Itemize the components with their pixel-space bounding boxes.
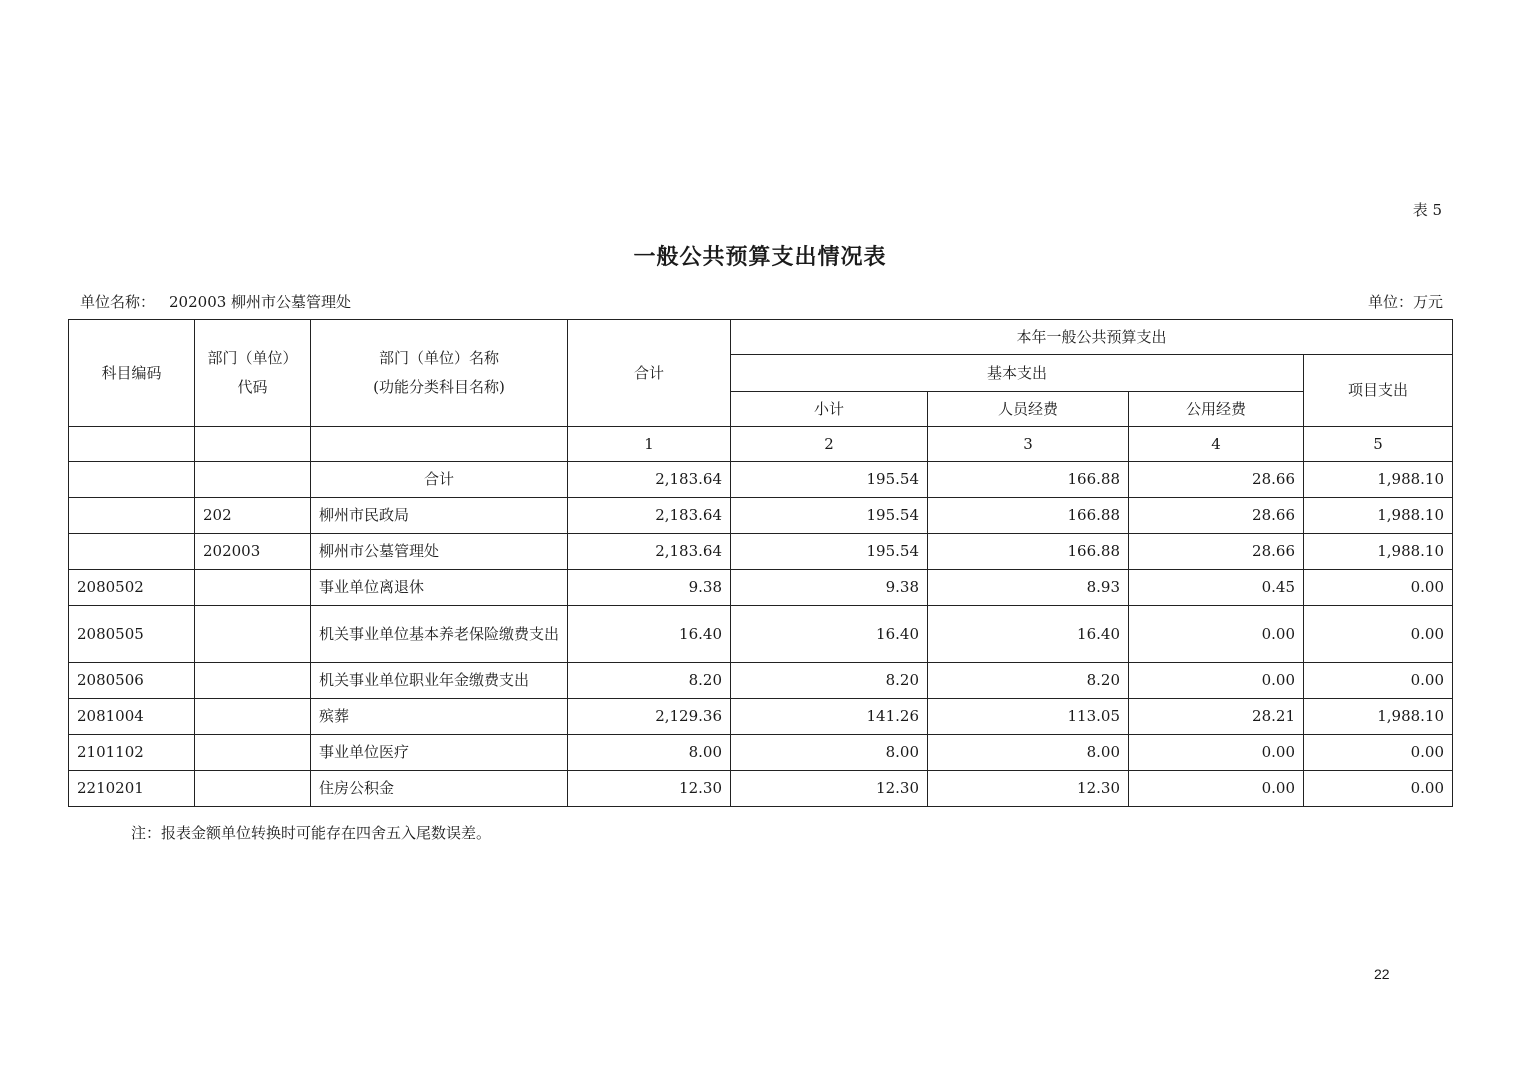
cell-public-use: 28.21	[1129, 699, 1304, 735]
header-dept-code-line2: 代码	[237, 378, 268, 396]
header-current-year: 本年一般公共预算支出	[731, 320, 1453, 355]
cell-personnel: 113.05	[928, 699, 1129, 735]
cell-project: 1,988.10	[1304, 534, 1453, 570]
cell-project: 0.00	[1304, 735, 1453, 771]
cell-dept-code	[195, 735, 311, 771]
header-subtotal: 小计	[731, 392, 928, 427]
cell-total: 2,183.64	[568, 498, 731, 534]
table-row	[69, 606, 1453, 663]
col-number: 2	[731, 427, 928, 462]
table-number: 表 5	[1412, 201, 1442, 219]
cell-public-use: 28.66	[1129, 498, 1304, 534]
cell-total: 16.40	[568, 606, 731, 663]
cell-name: 合计	[311, 462, 568, 498]
header-public-use: 公用经费	[1129, 392, 1304, 427]
header-personnel: 人员经费	[928, 392, 1129, 427]
cell-subtotal: 12.30	[731, 771, 928, 807]
cell-total: 12.30	[568, 771, 731, 807]
cell-subject-code	[69, 498, 195, 534]
header-empty-cell	[311, 427, 568, 462]
cell-subject-code: 2101102	[69, 735, 195, 771]
cell-total: 8.00	[568, 735, 731, 771]
cell-project: 1,988.10	[1304, 498, 1453, 534]
cell-total: 8.20	[568, 663, 731, 699]
cell-subtotal: 141.26	[731, 699, 928, 735]
cell-subtotal: 8.20	[731, 663, 928, 699]
header-dept-name	[311, 320, 568, 427]
col-number: 5	[1304, 427, 1453, 462]
cell-subject-code: 2080502	[69, 570, 195, 606]
cell-public-use: 28.66	[1129, 534, 1304, 570]
cell-subtotal: 195.54	[731, 462, 928, 498]
table-row	[69, 771, 1453, 807]
col-number: 1	[568, 427, 731, 462]
cell-public-use: 0.00	[1129, 771, 1304, 807]
unit-name-value: 202003 柳州市公墓管理处	[169, 293, 352, 311]
cell-dept-code	[195, 606, 311, 663]
cell-dept-code: 202003	[195, 534, 311, 570]
header-empty-cell	[195, 427, 311, 462]
header-empty-cell	[69, 427, 195, 462]
cell-subject-code	[69, 462, 195, 498]
cell-project: 0.00	[1304, 771, 1453, 807]
header-project: 项目支出	[1304, 355, 1453, 427]
cell-public-use: 0.00	[1129, 606, 1304, 663]
header-dept-code-line1: 部门（单位）	[207, 349, 298, 367]
cell-subtotal: 9.38	[731, 570, 928, 606]
page-number: 22	[1374, 966, 1390, 982]
unit-name	[80, 291, 351, 312]
cell-subtotal: 195.54	[731, 534, 928, 570]
cell-dept-code	[195, 663, 311, 699]
cell-name: 柳州市民政局	[311, 498, 568, 534]
cell-total: 2,183.64	[568, 534, 731, 570]
cell-name: 殡葬	[311, 699, 568, 735]
cell-name: 机关事业单位基本养老保险缴费支出	[311, 606, 568, 663]
cell-personnel: 166.88	[928, 498, 1129, 534]
header-dept-name-line2: (功能分类科目名称)	[373, 378, 505, 396]
cell-personnel: 16.40	[928, 606, 1129, 663]
cell-dept-code	[195, 570, 311, 606]
cell-subject-code	[69, 534, 195, 570]
cell-subtotal: 8.00	[731, 735, 928, 771]
cell-public-use: 0.45	[1129, 570, 1304, 606]
cell-public-use: 0.00	[1129, 663, 1304, 699]
unit-name-label: 单位名称：	[80, 293, 156, 311]
header-dept-name-line1: 部门（单位）名称	[378, 349, 499, 367]
table-row	[69, 735, 1453, 771]
cell-personnel: 12.30	[928, 771, 1129, 807]
cell-subject-code: 2080506	[69, 663, 195, 699]
cell-personnel: 8.20	[928, 663, 1129, 699]
footnote: 注：报表金额单位转换时可能存在四舍五入尾数误差。	[131, 824, 492, 842]
unit-measure: 单位：万元	[1367, 293, 1443, 311]
page-title: 一般公共预算支出情况表	[633, 244, 887, 270]
header-subject-code: 科目编码	[69, 320, 195, 427]
cell-subtotal: 195.54	[731, 498, 928, 534]
cell-project: 0.00	[1304, 606, 1453, 663]
cell-subtotal: 16.40	[731, 606, 928, 663]
cell-subject-code: 2210201	[69, 771, 195, 807]
table-row	[69, 534, 1453, 570]
cell-name: 机关事业单位职业年金缴费支出	[311, 663, 568, 699]
col-number: 3	[928, 427, 1129, 462]
cell-public-use: 0.00	[1129, 735, 1304, 771]
header-dept-code	[195, 320, 311, 427]
cell-personnel: 166.88	[928, 462, 1129, 498]
cell-subject-code: 2081004	[69, 699, 195, 735]
cell-dept-code: 202	[195, 498, 311, 534]
cell-total: 2,129.36	[568, 699, 731, 735]
table-row	[69, 462, 1453, 498]
cell-project: 1,988.10	[1304, 699, 1453, 735]
cell-dept-code	[195, 771, 311, 807]
cell-personnel: 166.88	[928, 534, 1129, 570]
cell-total: 9.38	[568, 570, 731, 606]
cell-public-use: 28.66	[1129, 462, 1304, 498]
cell-subject-code: 2080505	[69, 606, 195, 663]
cell-name: 事业单位医疗	[311, 735, 568, 771]
cell-project: 1,988.10	[1304, 462, 1453, 498]
cell-name: 柳州市公墓管理处	[311, 534, 568, 570]
cell-personnel: 8.00	[928, 735, 1129, 771]
cell-dept-code	[195, 462, 311, 498]
cell-project: 0.00	[1304, 570, 1453, 606]
table-row	[69, 498, 1453, 534]
header-basic: 基本支出	[731, 355, 1304, 392]
cell-dept-code	[195, 699, 311, 735]
table-row	[69, 663, 1453, 699]
col-number: 4	[1129, 427, 1304, 462]
table-row	[69, 570, 1453, 606]
cell-total: 2,183.64	[568, 462, 731, 498]
table-row	[69, 699, 1453, 735]
cell-personnel: 8.93	[928, 570, 1129, 606]
cell-name: 住房公积金	[311, 771, 568, 807]
cell-project: 0.00	[1304, 663, 1453, 699]
header-total: 合计	[568, 320, 731, 427]
budget-expenditure-table	[68, 319, 1453, 807]
cell-name: 事业单位离退休	[311, 570, 568, 606]
